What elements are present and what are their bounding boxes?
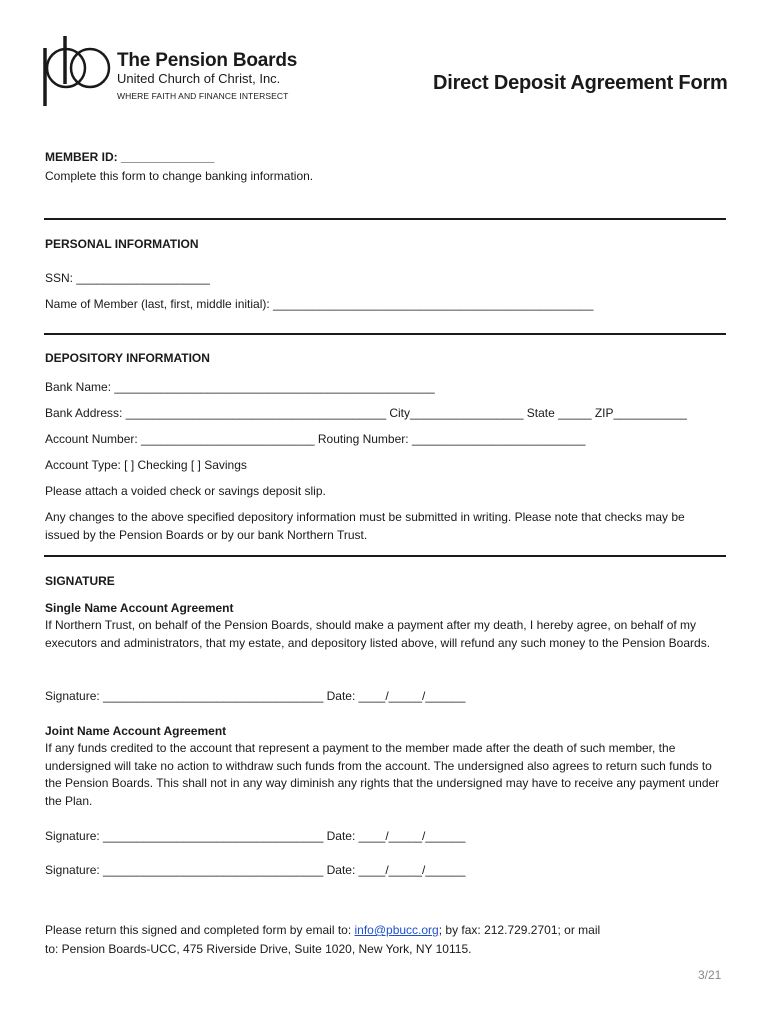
- section-divider: [44, 555, 726, 557]
- return-prefix: Please return this signed and completed form by email to:: [45, 923, 355, 937]
- account-type-checkboxes[interactable]: Account Type: [ ] Checking [ ] Savings: [45, 458, 247, 472]
- single-signature-field[interactable]: Signature: _________________________________ Date: ____/_____/______: [45, 689, 466, 703]
- personal-info-heading: PERSONAL INFORMATION: [45, 237, 199, 251]
- depository-info-heading: DEPOSITORY INFORMATION: [45, 351, 210, 365]
- joint-account-text: If any funds credited to the account that represent a payment to the member made after the death of such member, the undersigned will take no action to withdraw such funds from the account. The undersigned also agrees to return such funds to the Pension Boards. This shall not in any way diminish any rights that the undersigned may have to receive any payment under the Plan.: [45, 741, 720, 808]
- return-instructions: [45, 923, 600, 937]
- email-link[interactable]: info@pbucc.org: [354, 923, 439, 937]
- pension-boards-logo-icon: [40, 34, 120, 110]
- return-suffix: ; by fax: 212.729.2701; or mail: [438, 923, 601, 937]
- section-divider: [44, 333, 726, 335]
- single-account-text: If Northern Trust, on behalf of the Pension Boards, should make a payment after my death, I hereby agree, on behalf of my executors and administrators, that my estate, and depository listed above, will refund any such money to the Pension Boards.: [45, 618, 711, 650]
- joint-signature-field-2[interactable]: Signature: _________________________________ Date: ____/_____/______: [45, 863, 466, 877]
- page-code: 3/21: [698, 968, 722, 982]
- org-tagline: WHERE FAITH AND FINANCE INTERSECT: [117, 91, 289, 101]
- org-subtitle: United Church of Christ, Inc.: [117, 71, 281, 86]
- signature-heading: SIGNATURE: [45, 574, 115, 588]
- section-divider: [44, 218, 726, 220]
- org-name: The Pension Boards: [117, 50, 298, 71]
- bank-name-field[interactable]: Bank Name: ________________________________________________: [45, 380, 435, 394]
- mailing-address: to: Pension Boards-UCC, 475 Riverside Drive, Suite 1020, New York, NY 10115.: [45, 942, 472, 956]
- form-title: Direct Deposit Agreement Form: [433, 72, 728, 94]
- joint-signature-field-1[interactable]: Signature: _________________________________ Date: ____/_____/______: [45, 829, 466, 843]
- ssn-field[interactable]: SSN: ____________________: [45, 271, 210, 285]
- single-account-title: Single Name Account Agreement: [45, 601, 234, 615]
- instruction-text: Complete this form to change banking information.: [45, 169, 314, 183]
- bank-address-field[interactable]: Bank Address: _______________________________________ City_________________ State _____ ZIP___________: [45, 406, 687, 420]
- account-routing-field[interactable]: Account Number: __________________________ Routing Number: __________________________: [45, 432, 586, 446]
- member-name-field[interactable]: Name of Member (last, first, middle initial): ________________________________________________: [45, 297, 594, 311]
- depository-changes-note: Any changes to the above specified depository information must be submitted in writing. Please note that checks may be issued by the Pension Boards or by our bank Northern Trust.: [45, 510, 685, 542]
- member-id-field[interactable]: MEMBER ID: ______________: [45, 150, 215, 164]
- attach-check-note: Please attach a voided check or savings deposit slip.: [45, 484, 326, 498]
- joint-account-title: Joint Name Account Agreement: [45, 724, 227, 738]
